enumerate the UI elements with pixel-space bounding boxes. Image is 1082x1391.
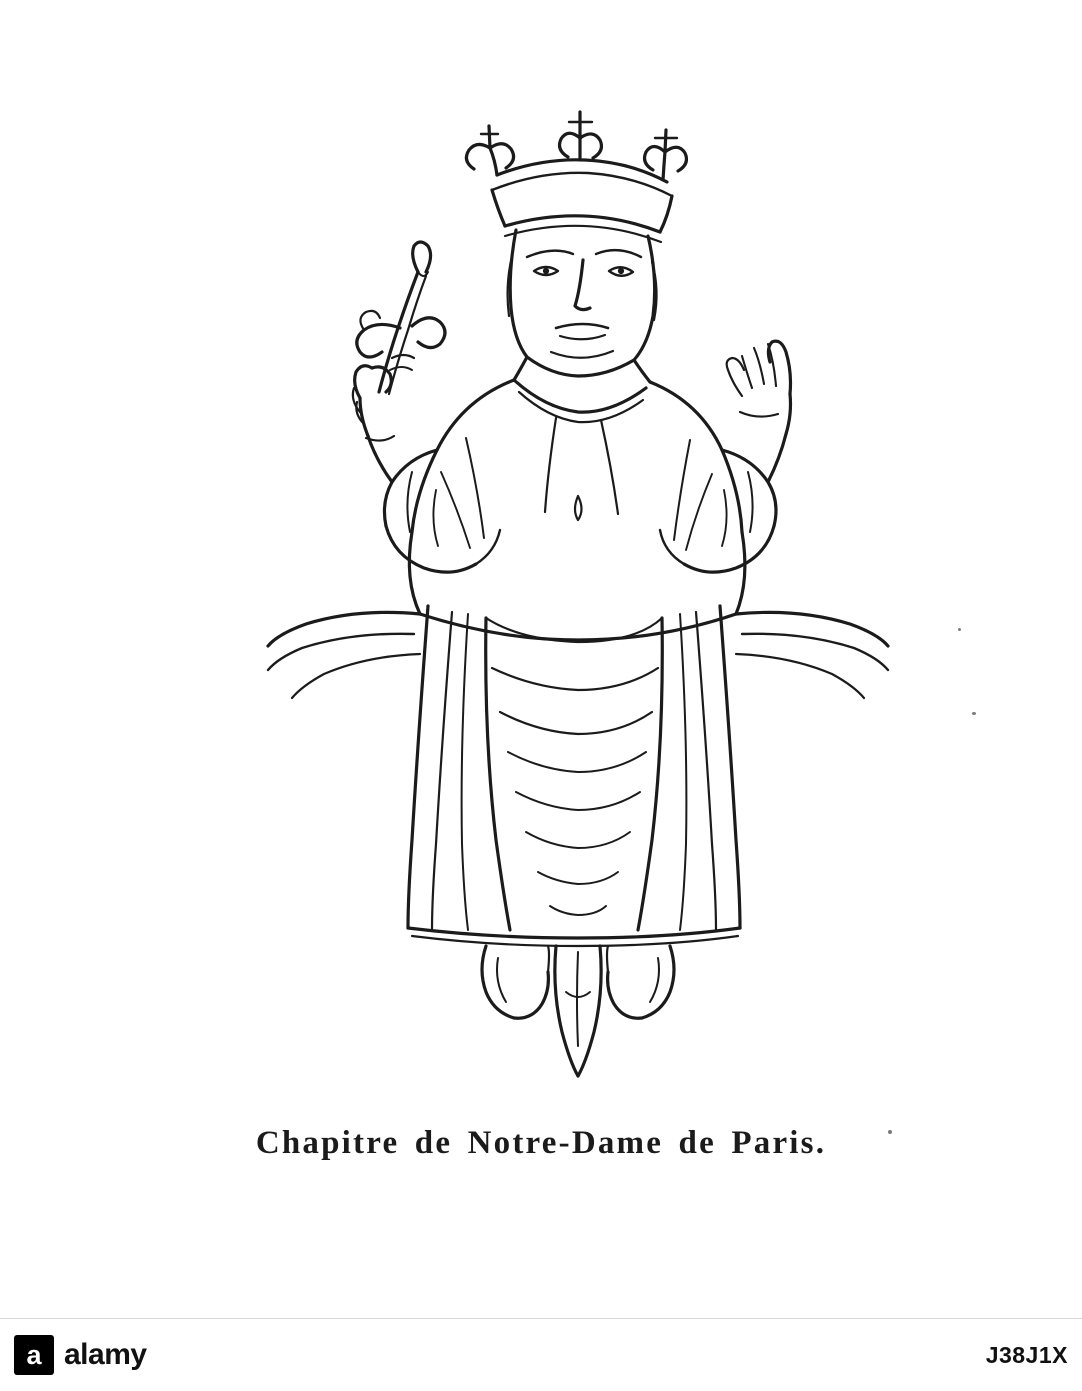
alamy-brand-name: alamy (64, 1338, 147, 1371)
illustration-plate (0, 40, 1082, 1100)
alamy-logo-icon: a (14, 1335, 54, 1375)
ink-speck (958, 628, 961, 631)
alamy-brand (14, 1335, 147, 1375)
figure-caption: Chapitre de Notre-Dame de Paris. (255, 1125, 827, 1161)
stock-photo-footer-bar (0, 1318, 1082, 1391)
ink-speck (972, 712, 976, 715)
image-id-label: J38J1X (985, 1341, 1068, 1368)
seated-crowned-king-engraving (0, 40, 1082, 1100)
